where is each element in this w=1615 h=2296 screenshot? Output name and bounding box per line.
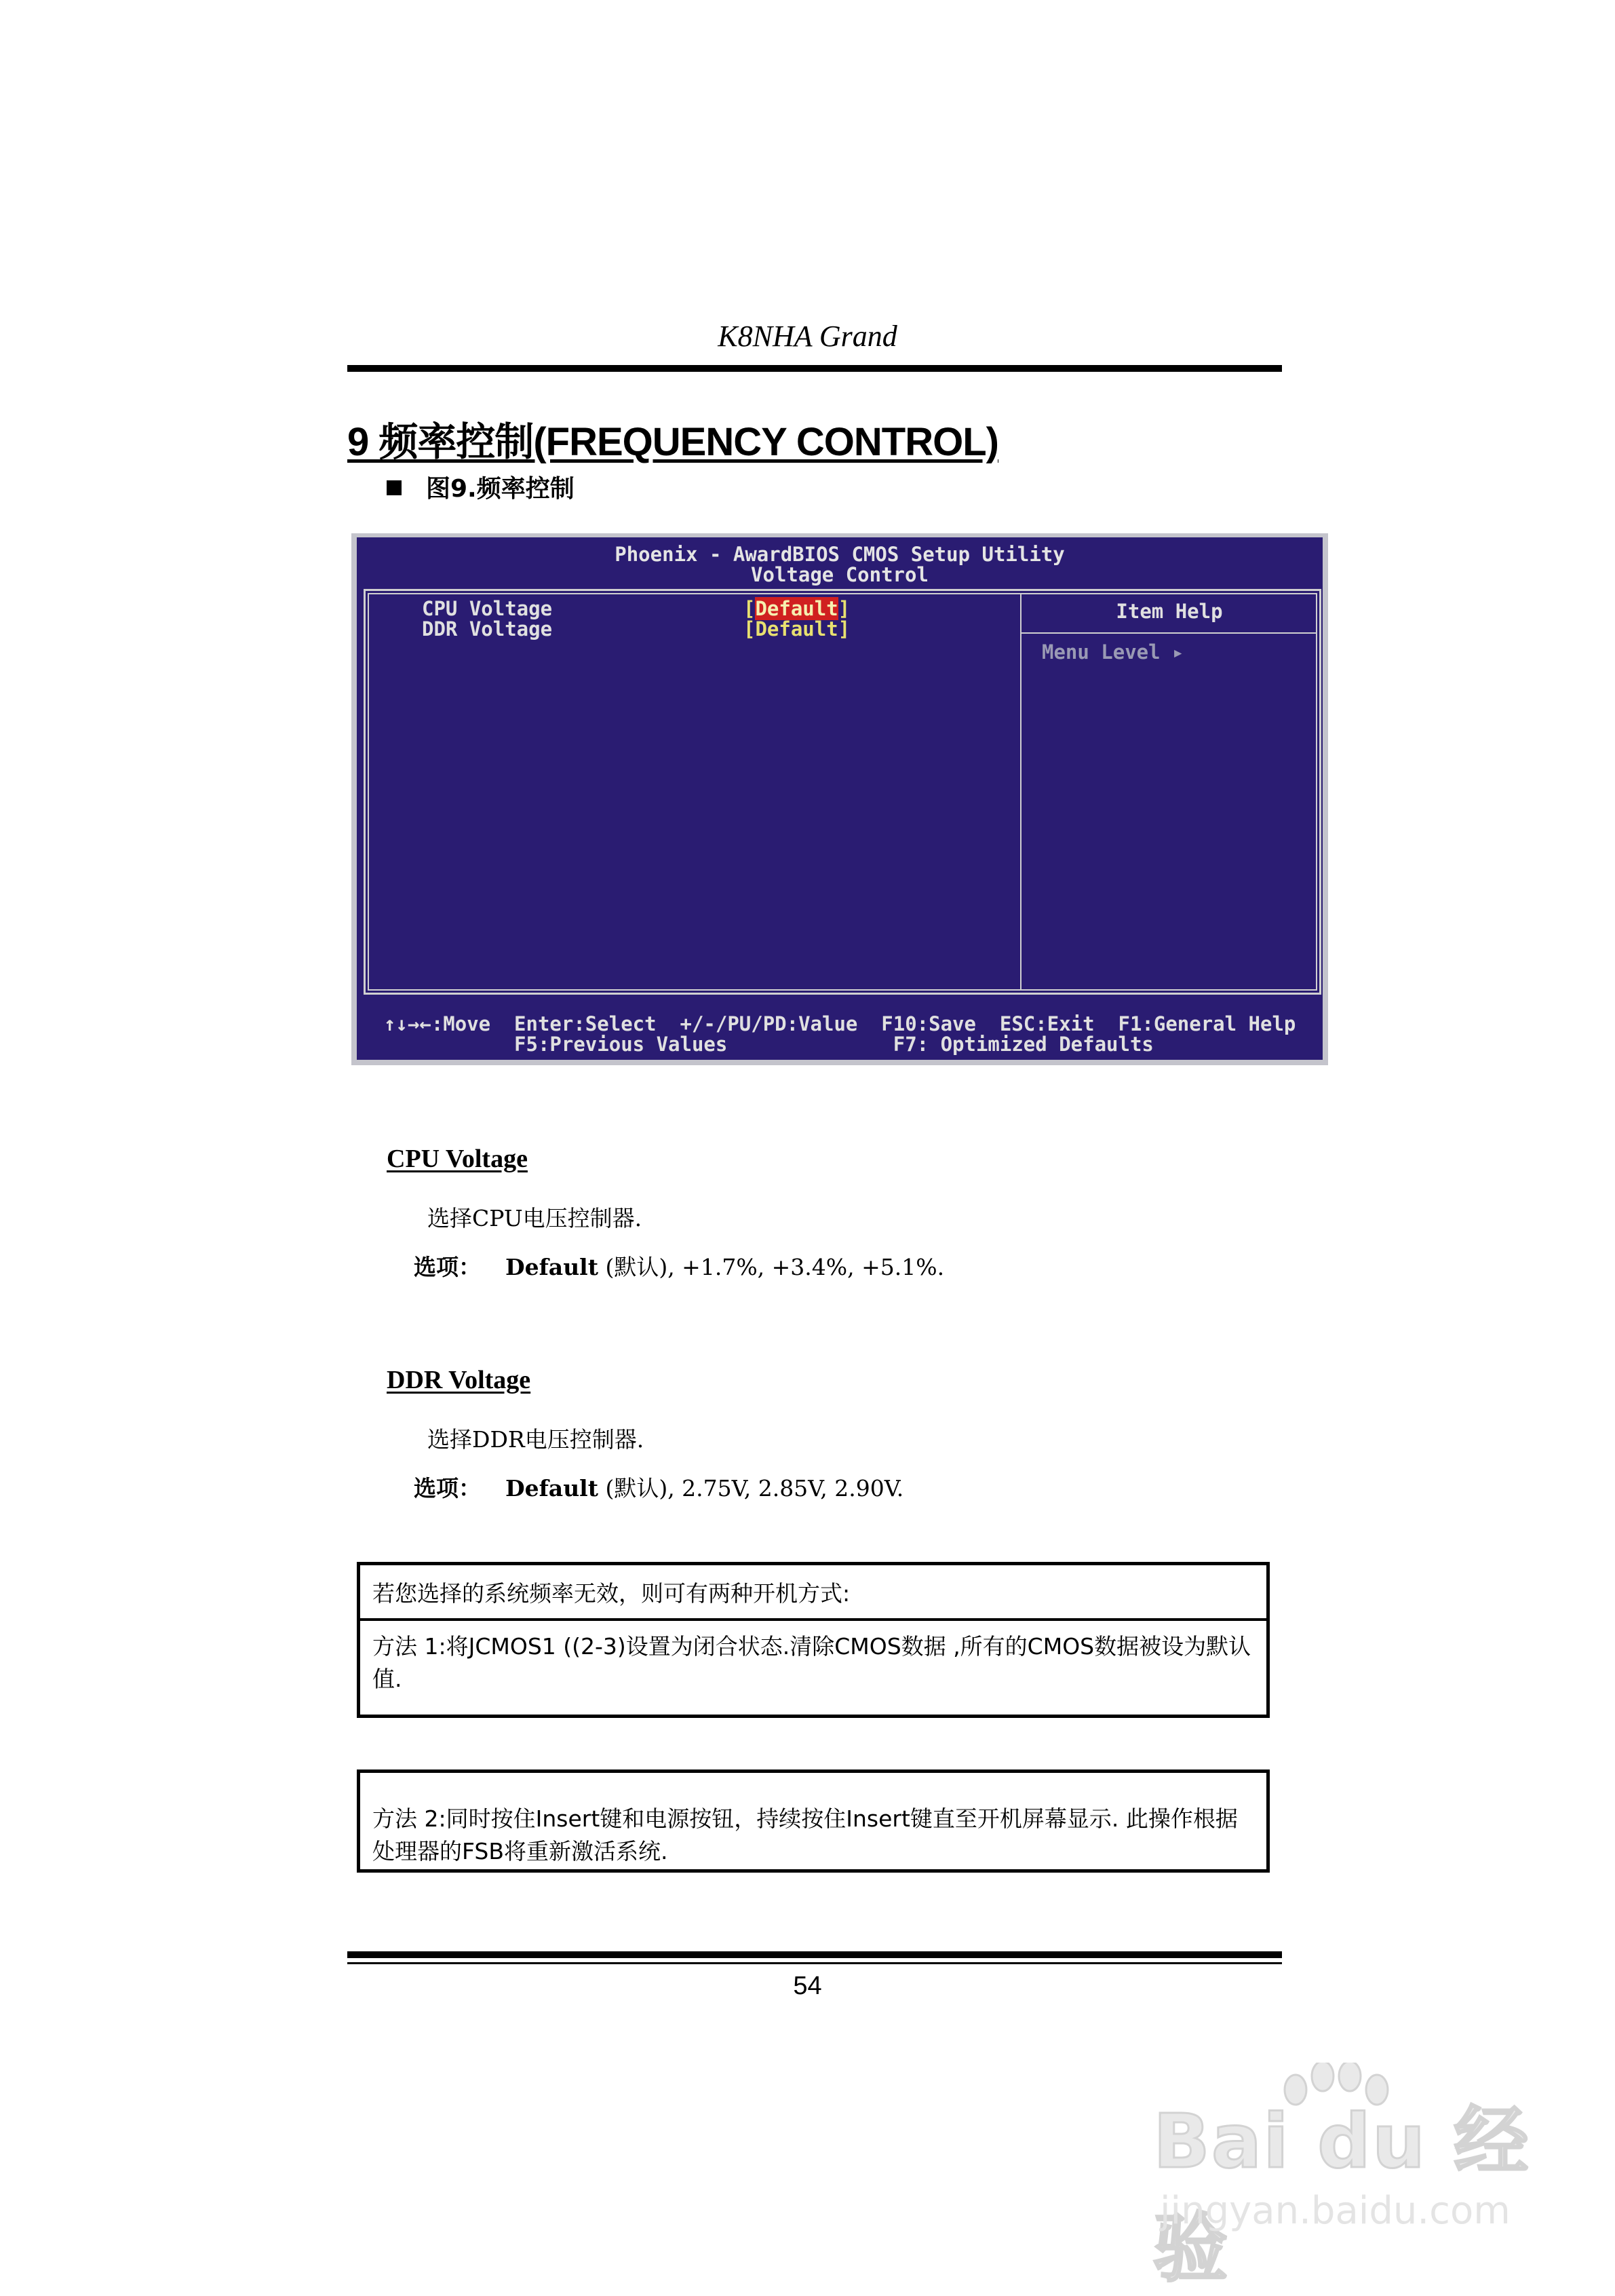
bracket-open: [ <box>743 617 756 640</box>
bios-item-help-title: Item Help <box>1116 600 1223 623</box>
bios-option-cpu-voltage[interactable]: CPU Voltage <box>422 597 553 620</box>
bios-footer-line1: ↑↓→←:Move Enter:Select +/-/PU/PD:Value F10:Save ESC:Exit F1:General Help <box>384 1012 1296 1035</box>
section-title: 9 频率控制(FREQUENCY CONTROL) <box>347 420 998 464</box>
options-label: 选项： <box>414 1475 481 1501</box>
note-box-body: 方法 2:同时按住Insert键和电源按钮，持续按住Insert键直至开机屏幕显示. 此操作根据处理器的FSB将重新激活系统. <box>372 1805 1238 1864</box>
header-rule <box>347 365 1282 372</box>
figure-caption-text: 图9.频率控制 <box>426 475 575 503</box>
note-box-body: 方法 1:将JCMOS1 ((2-3)设置为闭合状态.清除CMOS数据 ,所有的CMOS数据被设为默认值. <box>372 1633 1251 1692</box>
footer-rule-thin <box>347 1962 1282 1964</box>
bios-title-line2: Voltage Control <box>751 563 929 586</box>
square-bullet-icon <box>387 480 402 495</box>
bios-value-cpu-voltage[interactable] <box>743 597 850 620</box>
bios-value-cpu-voltage-text: Default <box>755 597 838 620</box>
page-number: 54 <box>793 1972 822 2000</box>
bios-value-ddr-voltage-text: Default <box>755 617 838 640</box>
item-options-cpu-voltage <box>414 1250 944 1282</box>
note-box-method-2 <box>357 1769 1270 1873</box>
item-title-ddr-voltage: DDR Voltage <box>387 1366 531 1394</box>
item-desc-cpu-voltage: 选择CPU电压控制器. <box>427 1205 642 1231</box>
note-box-header: 若您选择的系统频率无效，则可有两种开机方式: <box>372 1580 851 1607</box>
bracket-close: ] <box>838 597 851 620</box>
options-default: Default <box>505 1475 598 1501</box>
item-title-cpu-voltage: CPU Voltage <box>387 1145 528 1173</box>
bios-divider <box>1020 593 1021 991</box>
item-options-ddr-voltage <box>414 1471 903 1503</box>
figure-caption <box>387 470 575 504</box>
watermark-brand: Bai du 经验 <box>1153 2098 1530 2292</box>
options-rest: (默认), +1.7%, +3.4%, +5.1%. <box>598 1254 945 1280</box>
baidu-watermark <box>1153 2063 1533 2292</box>
options-default: Default <box>505 1254 598 1280</box>
bracket-close: ] <box>838 617 851 640</box>
bios-help-separator <box>1021 632 1317 634</box>
footer-rule-thick <box>347 1951 1282 1958</box>
bios-screenshot <box>351 533 1328 1065</box>
options-rest: (默认), 2.75V, 2.85V, 2.90V. <box>598 1475 904 1501</box>
bios-screen <box>357 537 1323 1060</box>
bios-option-ddr-voltage[interactable]: DDR Voltage <box>422 617 553 640</box>
running-header-title: K8NHA Grand <box>718 320 897 353</box>
watermark-url: jingyan.baidu.com <box>1160 2189 1511 2233</box>
options-label: 选项： <box>414 1254 481 1280</box>
note-box-method-1 <box>357 1562 1270 1718</box>
item-desc-ddr-voltage: 选择DDR电压控制器. <box>427 1426 644 1453</box>
bracket-open: [ <box>743 597 756 620</box>
bios-value-ddr-voltage[interactable] <box>743 617 850 640</box>
bios-footer-line2: F5:Previous Values F7: Optimized Defaults <box>384 1033 1154 1056</box>
bios-title-line1: Phoenix - AwardBIOS CMOS Setup Utility <box>615 543 1065 566</box>
bios-menu-level: Menu Level ▸ <box>1042 640 1184 664</box>
